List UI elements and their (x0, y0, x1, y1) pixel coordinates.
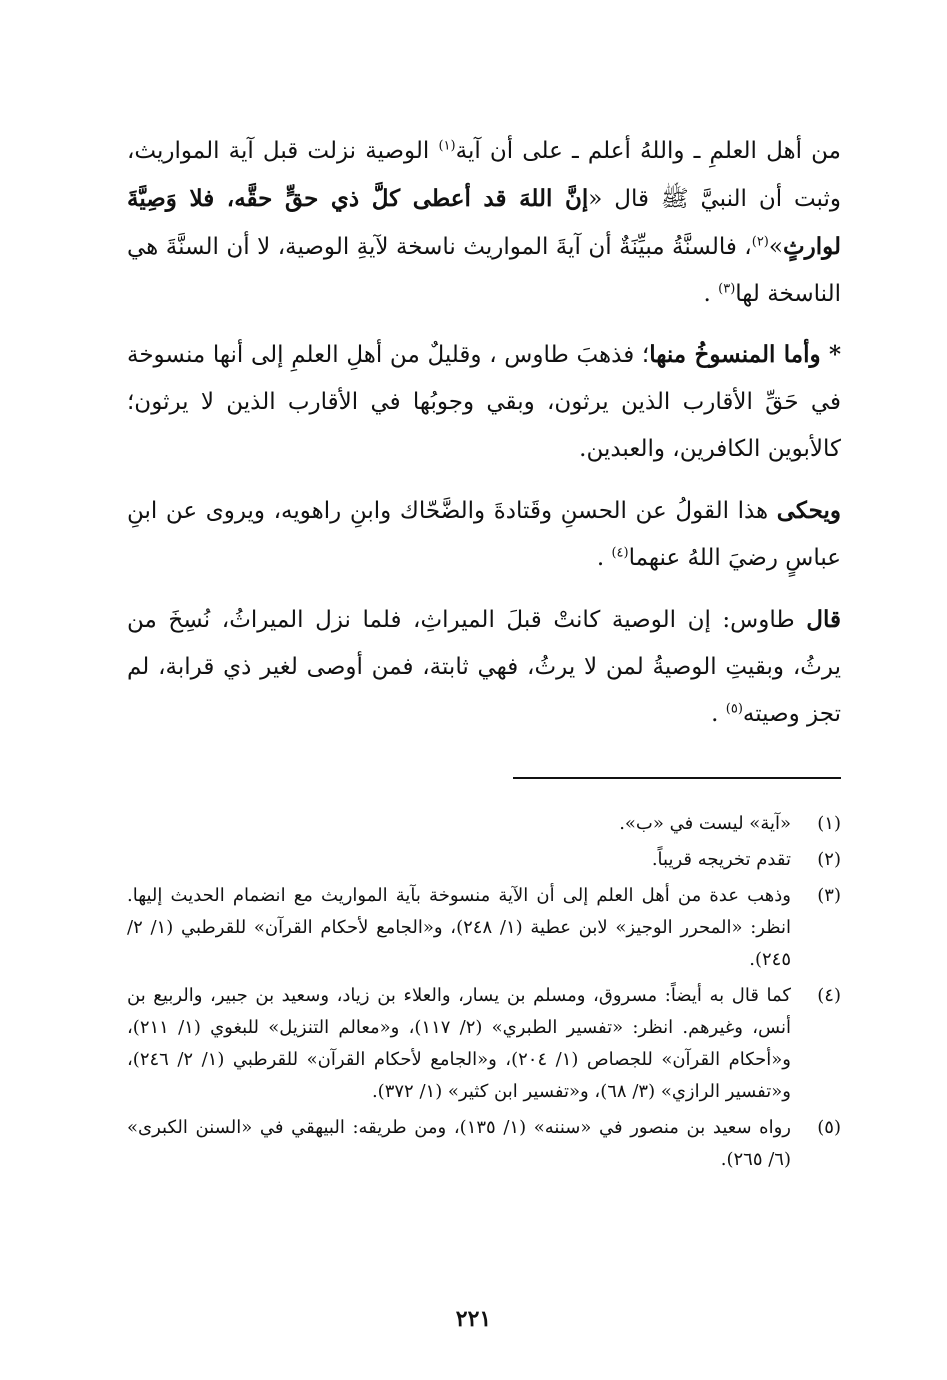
footnote-ref-2[interactable]: (٢) (751, 234, 769, 250)
main-text (127, 128, 841, 738)
footnote-divider (513, 777, 841, 779)
paragraph-1-text-3: » (768, 234, 783, 260)
footnote-number: (٢) (817, 849, 841, 870)
paragraph-4-text-2: . (711, 701, 726, 727)
paragraph-1 (127, 128, 841, 318)
footnote-number: (٣) (817, 885, 841, 906)
footnote-text: رواه سعيد بن منصور في «سننه» (١/ ١٣٥)، ومن طريقه: البيهقي في «السنن الكبرى» (٦/ ٢٦٥). (127, 1117, 791, 1170)
footnote-number: (٥) (817, 1117, 841, 1138)
paragraph-1-text: من أهل العلمِ ـ واللهُ أعلم ـ على أن آية (455, 138, 841, 164)
paragraph-1-text-2: الوصية نزلت قبل آية المواريث، وثبت أن النبيَّ ﷺ قال « (127, 138, 842, 212)
footnote-ref-3[interactable]: (٣) (718, 281, 736, 297)
paragraph-1-text-4: ، فالسنَّةُ مبيِّنَةٌ أن آيةَ المواريث ناسخة لآيةِ الوصية، لا أن السنَّةَ هي الناسخة لها (127, 234, 841, 307)
footnote-text: «آية» ليست في «ب». (619, 813, 791, 834)
footnote-5 (127, 1112, 841, 1176)
paragraph-3-text-2: . (596, 545, 612, 571)
paragraph-3-lead: ويحكى (776, 497, 841, 524)
paragraph-4-text: طاوس: إن الوصية كانتْ قبلَ الميراثِ، فلما نزل الميراثُ، نُسِخَ من يرثُ، وبقيتِ الوصيةُ لمن لا يرثُ، فهي ثابتة، فمن أوصى لغير ذي قرابة، لم تجز وصيته (127, 607, 841, 727)
page-number: ٢٢١ (455, 1306, 492, 1332)
paragraph-4 (127, 596, 841, 738)
paragraph-1-text-5: . (703, 281, 719, 307)
footnote-3 (127, 880, 841, 976)
paragraph-4-lead: قال (806, 606, 841, 633)
footnote-ref-1[interactable]: (١) (438, 138, 456, 154)
footnote-ref-4[interactable]: (٤) (611, 545, 629, 561)
hadith-quote: إنَّ اللهَ قد أعطى كلَّ ذي حقٍّ حقَّه، فلا وَصِيَّةَ لوارثٍ (127, 185, 841, 260)
footnotes (127, 808, 841, 1180)
footnote-2 (127, 844, 841, 876)
paragraph-3 (127, 487, 841, 582)
footnote-text: تقدم تخريجه قريباً. (651, 849, 791, 870)
footnote-4 (127, 980, 841, 1108)
footnote-ref-5[interactable]: (٥) (725, 701, 743, 717)
footnote-number: (٤) (817, 985, 841, 1006)
paragraph-3-text: هذا القولُ عن الحسنِ وقَتادةَ والضَّحّاك وابنِ راهويه، ويروى عن ابنِ عباسٍ رضيَ اللهُ عنهما (127, 498, 841, 571)
paragraph-2 (127, 331, 841, 473)
paragraph-2-text: ؛ فذهبَ طاوس ، وقليلٌ من أهلِ العلمِ إلى أنها منسوخة في حَقِّ الأقارب الذين يرثون، وبقي وجوبُها في الأقارب الذين لا يرثون؛ كالأبوين الكافرين، والعبدين. (127, 342, 841, 462)
footnote-text: كما قال به أيضاً: مسروق، ومسلم بن يسار، والعلاء بن زياد، وسعيد بن جبير، والربيع بن أنس، وغيرهم. انظر: «تفسير الطبري» (٢/ ١١٧)، و«معالم التنزيل» للبغوي (١/ ٢١١)، و«أحكام القرآن» للجصاص (١/ ٢٠٤)، و«الجامع لأحكام القرآن» للقرطبي (١/ ٢/ ٢٤٦)، و«تفسير الرازي» (٣/ ٦٨)، و«تفسير ابن كثير» (١/ ٣٧٢). (127, 985, 791, 1102)
footnote-number: (١) (817, 813, 841, 834)
paragraph-2-lead: * وأما المنسوخُ منها (649, 341, 841, 368)
footnote-1 (127, 808, 841, 840)
footnote-text: وذهب عدة من أهل العلم إلى أن الآية منسوخة بآية المواريث مع انضمام الحديث إليها. انظر: «المحرر الوجيز» لابن عطية (١/ ٢٤٨)، و«الجامع لأحكام القرآن» للقرطبي (١/ ٢/ ٢٤٥). (127, 885, 792, 970)
